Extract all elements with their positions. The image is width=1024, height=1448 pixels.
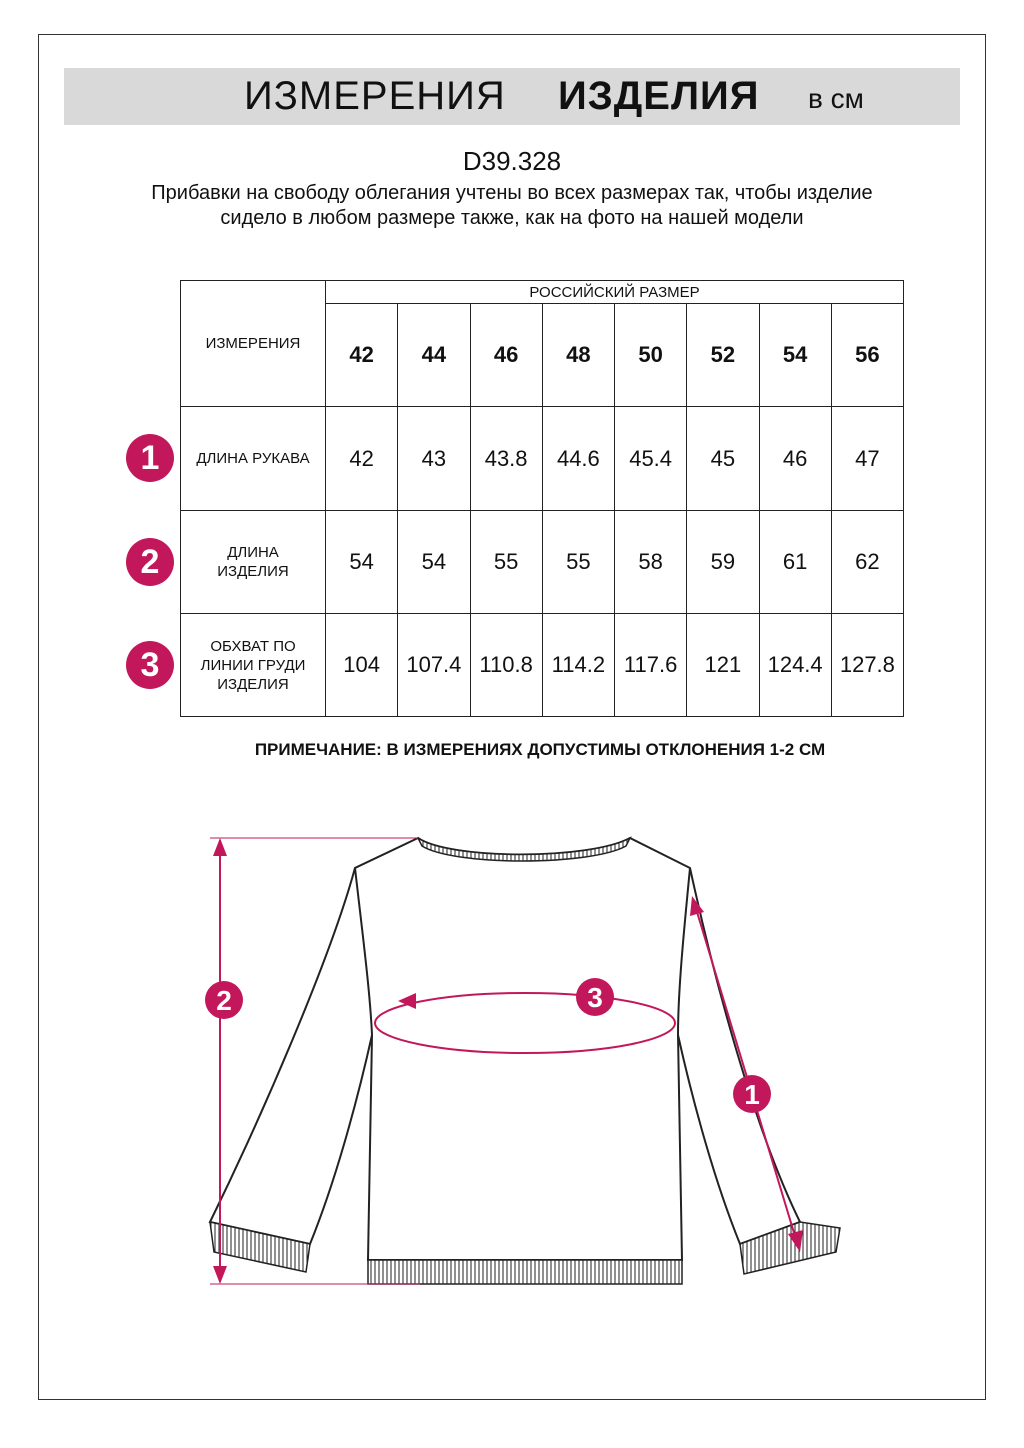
table-cell: 127.8 xyxy=(831,614,903,717)
size-group-header: РОССИЙСКИЙ РАЗМЕР xyxy=(326,281,904,304)
table-cell: 43 xyxy=(398,407,470,511)
table-cell: 114.2 xyxy=(542,614,614,717)
size-header: 48 xyxy=(542,304,614,407)
row-3-badge: 3 xyxy=(126,641,174,689)
size-header: 46 xyxy=(470,304,542,407)
table-cell: 55 xyxy=(470,511,542,614)
marker-badge-1 xyxy=(733,1075,771,1113)
row-label: ДЛИНА РУКАВА xyxy=(181,407,326,511)
table-cell: 104 xyxy=(326,614,398,717)
marker-badge-2 xyxy=(205,981,243,1019)
size-header: 54 xyxy=(759,304,831,407)
row-label: ОБХВАТ ПО ЛИНИИ ГРУДИ ИЗДЕЛИЯ xyxy=(181,614,326,717)
hem-rib xyxy=(368,1260,682,1284)
size-header: 44 xyxy=(398,304,470,407)
table-row xyxy=(181,511,904,614)
table-cell: 45 xyxy=(687,407,759,511)
marker-2-label: 2 xyxy=(216,985,232,1016)
row-label: ДЛИНА ИЗДЕЛИЯ xyxy=(181,511,326,614)
length-arrow-top xyxy=(213,838,227,856)
row-1-badge: 1 xyxy=(126,434,174,482)
measurements-header: ИЗМЕРЕНИЯ xyxy=(181,281,326,407)
row-2-badge: 2 xyxy=(126,538,174,586)
table-cell: 107.4 xyxy=(398,614,470,717)
marker-1-label: 1 xyxy=(744,1079,760,1110)
size-header: 52 xyxy=(687,304,759,407)
table-header-row xyxy=(181,281,904,304)
size-header: 56 xyxy=(831,304,903,407)
table-cell: 59 xyxy=(687,511,759,614)
model-code: D39.328 xyxy=(462,146,562,176)
table-cell: 58 xyxy=(615,511,687,614)
table-cell: 110.8 xyxy=(470,614,542,717)
size-header: 42 xyxy=(326,304,398,407)
table-cell: 61 xyxy=(759,511,831,614)
tolerance-note: ПРИМЕЧАНИЕ: В ИЗМЕРЕНИЯХ ДОПУСТИМЫ ОТКЛОНЕНИЯ 1-2 СМ xyxy=(254,740,826,759)
table-cell: 42 xyxy=(326,407,398,511)
table-cell: 117.6 xyxy=(615,614,687,717)
sweater-outline xyxy=(210,838,800,1260)
marker-3-label: 3 xyxy=(587,982,603,1013)
table-cell: 55 xyxy=(542,511,614,614)
table-row xyxy=(181,614,904,717)
size-header: 50 xyxy=(615,304,687,407)
table-row xyxy=(181,407,904,511)
table-cell: 54 xyxy=(398,511,470,614)
table-cell: 47 xyxy=(831,407,903,511)
sweater-diagram xyxy=(190,820,870,1300)
header-title-part2: ИЗДЕЛИЯ xyxy=(558,74,760,118)
table-cell: 45.4 xyxy=(615,407,687,511)
table-cell: 54 xyxy=(326,511,398,614)
description-text: Прибавки на свободу облегания учтены во всех размерах так, чтобы изделие сидело в любом размере также, как на фото на нашей модели xyxy=(151,182,873,229)
length-arrow-bottom xyxy=(213,1266,227,1284)
table-cell: 124.4 xyxy=(759,614,831,717)
table-cell: 46 xyxy=(759,407,831,511)
table-cell: 121 xyxy=(687,614,759,717)
header-unit: в см xyxy=(808,83,864,114)
table-cell: 62 xyxy=(831,511,903,614)
marker-badge-3 xyxy=(576,978,614,1016)
table-cell: 44.6 xyxy=(542,407,614,511)
size-table xyxy=(180,280,904,717)
header-title-part1: ИЗМЕРЕНИЯ xyxy=(244,74,506,118)
table-cell: 43.8 xyxy=(470,407,542,511)
